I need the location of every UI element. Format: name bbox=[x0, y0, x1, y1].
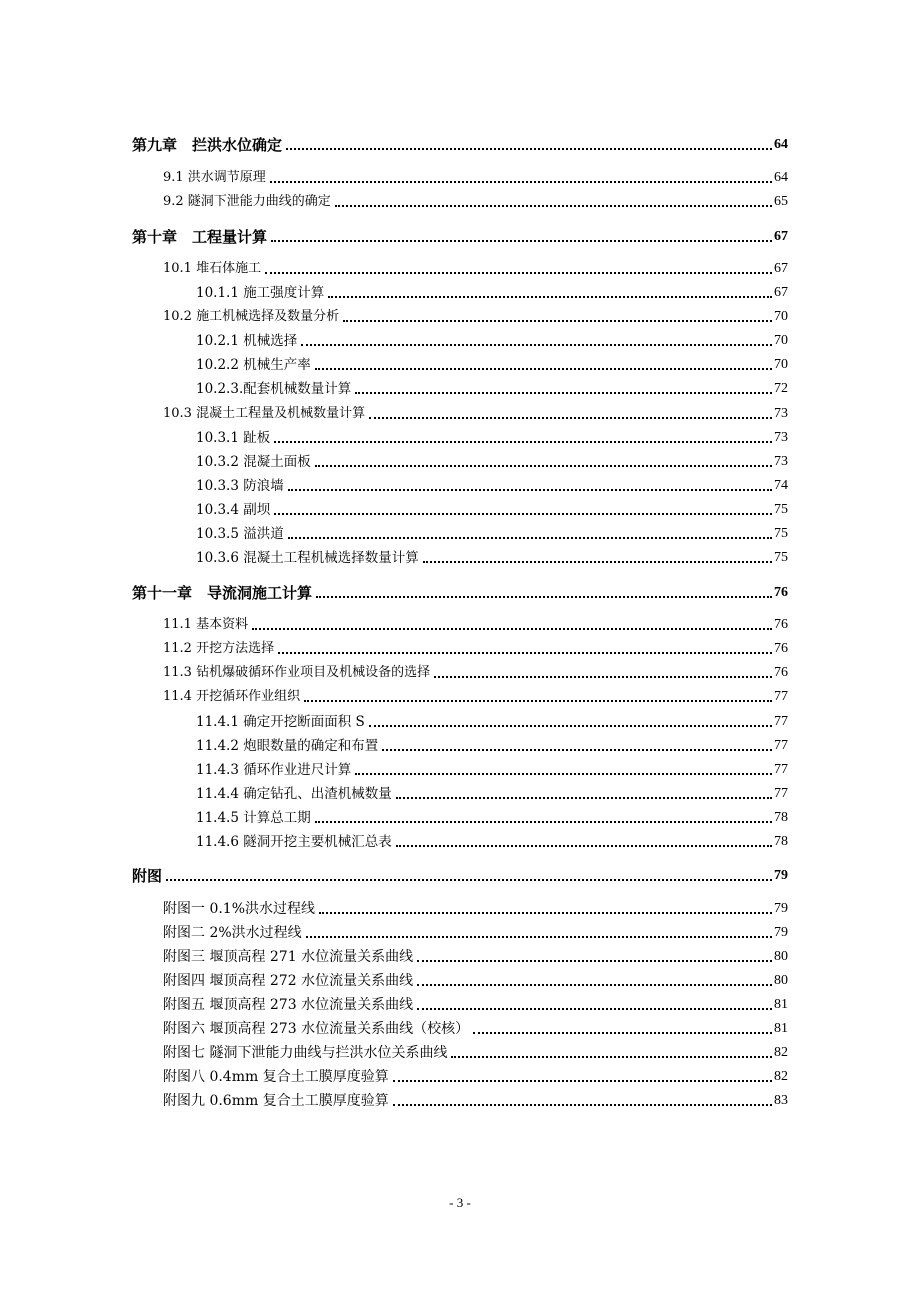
toc-label: 附图六 堰顶高程 273 水位流量关系曲线（校核） bbox=[163, 1021, 470, 1037]
toc-label: 附图 bbox=[132, 867, 163, 885]
toc-page: 76 bbox=[774, 665, 788, 680]
toc-page: 79 bbox=[774, 925, 788, 940]
toc-label: 11.1 基本资料 bbox=[163, 617, 249, 632]
page-number: - 3 - bbox=[449, 1195, 471, 1210]
toc-entry[interactable] bbox=[132, 863, 788, 885]
toc-page: 81 bbox=[774, 997, 788, 1012]
dot-leader bbox=[286, 148, 772, 150]
dot-leader bbox=[396, 845, 772, 847]
toc-label: 11.4.1 确定开挖断面面积 S bbox=[196, 714, 365, 730]
dot-leader bbox=[274, 441, 772, 443]
toc-label: 11.4.3 循环作业进尺计算 bbox=[196, 762, 352, 778]
toc-label: 附图五 堰顶高程 273 水位流量关系曲线 bbox=[163, 997, 414, 1013]
toc-entry[interactable] bbox=[196, 521, 788, 543]
toc-entry[interactable] bbox=[196, 328, 788, 350]
dot-leader bbox=[301, 344, 772, 346]
dot-leader bbox=[355, 392, 772, 394]
toc-page: 77 bbox=[774, 762, 788, 777]
toc-label: 10.3.2 混凝土面板 bbox=[196, 454, 311, 470]
dot-leader bbox=[252, 628, 772, 630]
toc-entry[interactable] bbox=[196, 497, 788, 519]
toc-page: 73 bbox=[774, 406, 788, 421]
toc-page: 67 bbox=[774, 285, 788, 300]
toc-label: 11.4 开挖循环作业组织 bbox=[163, 689, 301, 704]
toc-entry[interactable] bbox=[163, 944, 788, 966]
toc-label: 第十章 工程量计算 bbox=[132, 228, 268, 246]
toc-label: 10.2.1 机械选择 bbox=[196, 333, 298, 349]
toc-entry[interactable] bbox=[163, 636, 788, 658]
toc-entry[interactable] bbox=[132, 224, 788, 246]
toc-entry[interactable] bbox=[163, 256, 788, 278]
toc-page: 72 bbox=[774, 381, 788, 396]
toc-label: 10.3.3 防浪墙 bbox=[196, 478, 284, 494]
toc-page: 64 bbox=[774, 137, 788, 152]
dot-leader bbox=[417, 984, 772, 986]
dot-leader bbox=[393, 1104, 772, 1106]
toc-entry[interactable] bbox=[196, 781, 788, 803]
dot-leader bbox=[315, 465, 772, 467]
dot-leader bbox=[306, 936, 772, 938]
toc-page: 80 bbox=[774, 949, 788, 964]
toc-entry[interactable] bbox=[163, 1040, 788, 1062]
toc-page: 77 bbox=[774, 689, 788, 704]
toc-label: 第九章 拦洪水位确定 bbox=[132, 136, 283, 154]
dot-leader bbox=[270, 181, 772, 183]
toc-label: 10.2 施工机械选择及数量分析 bbox=[163, 309, 340, 324]
toc-page: 73 bbox=[774, 454, 788, 469]
dot-leader bbox=[434, 676, 772, 678]
toc-page: 67 bbox=[774, 229, 788, 244]
dot-leader bbox=[271, 240, 772, 242]
toc-page: 77 bbox=[774, 714, 788, 729]
toc-entry[interactable] bbox=[163, 304, 788, 326]
toc-label: 附图八 0.4mm 复合土工膜厚度验算 bbox=[163, 1069, 389, 1085]
toc-label: 11.3 钻机爆破循环作业项目及机械设备的选择 bbox=[163, 665, 431, 680]
toc-page: 76 bbox=[774, 641, 788, 656]
dot-leader bbox=[315, 368, 772, 370]
toc-page: 79 bbox=[774, 868, 788, 883]
toc-page: 81 bbox=[774, 1021, 788, 1036]
toc-entry[interactable] bbox=[196, 425, 788, 447]
toc-entry[interactable] bbox=[163, 1016, 788, 1038]
toc-label: 附图一 0.1%洪水过程线 bbox=[163, 901, 316, 917]
toc-page: 70 bbox=[774, 333, 788, 348]
toc-label: 附图二 2%洪水过程线 bbox=[163, 925, 302, 941]
toc-label: 10.3 混凝土工程量及机械数量计算 bbox=[163, 406, 366, 421]
toc-entry[interactable] bbox=[132, 580, 788, 602]
toc-label: 10.3.4 副坝 bbox=[196, 502, 271, 518]
toc-label: 11.4.6 隧洞开挖主要机械汇总表 bbox=[196, 834, 392, 850]
dot-leader bbox=[288, 489, 772, 491]
dot-leader bbox=[382, 749, 772, 751]
toc-page: 67 bbox=[774, 261, 788, 276]
dot-leader bbox=[316, 596, 772, 598]
toc-page: 80 bbox=[774, 973, 788, 988]
toc-entry[interactable] bbox=[196, 757, 788, 779]
toc-entry[interactable] bbox=[196, 449, 788, 471]
toc-page: 82 bbox=[774, 1045, 788, 1060]
dot-leader bbox=[369, 725, 772, 727]
toc-label: 9.1 洪水调节原理 bbox=[163, 170, 266, 185]
dot-leader bbox=[343, 320, 772, 322]
toc-entry[interactable] bbox=[163, 1088, 788, 1110]
toc-page: 76 bbox=[774, 585, 788, 600]
toc-label: 附图七 隧洞下泄能力曲线与拦洪水位关系曲线 bbox=[163, 1045, 448, 1061]
toc-page: 76 bbox=[774, 617, 788, 632]
toc-entry[interactable] bbox=[163, 992, 788, 1014]
toc-label: 10.3.1 趾板 bbox=[196, 430, 271, 446]
toc-label: 11.4.4 确定钻孔、出渣机械数量 bbox=[196, 786, 392, 802]
toc-entry[interactable] bbox=[163, 401, 788, 423]
toc-entry[interactable] bbox=[163, 920, 788, 942]
toc-page: 70 bbox=[774, 309, 788, 324]
toc-label: 10.2.2 机械生产率 bbox=[196, 357, 311, 373]
toc-label: 附图九 0.6mm 复合土工膜厚度验算 bbox=[163, 1093, 389, 1109]
dot-leader bbox=[319, 912, 772, 914]
dot-leader bbox=[355, 773, 772, 775]
toc-entry[interactable] bbox=[163, 1064, 788, 1086]
toc-entry[interactable] bbox=[196, 805, 788, 827]
dot-leader bbox=[328, 296, 772, 298]
toc-page: 77 bbox=[774, 738, 788, 753]
dot-leader bbox=[369, 417, 772, 419]
toc-label: 10.1 堆石体施工 bbox=[163, 261, 262, 276]
toc-label: 11.4.5 计算总工期 bbox=[196, 810, 311, 826]
toc-page: 78 bbox=[774, 834, 788, 849]
dot-leader bbox=[423, 561, 772, 563]
dot-leader bbox=[288, 537, 772, 539]
toc-label: 10.1.1 施工强度计算 bbox=[196, 285, 325, 301]
dot-leader bbox=[335, 205, 772, 207]
toc-label: 第十一章 导流洞施工计算 bbox=[132, 584, 313, 602]
toc-label: 10.2.3.配套机械数量计算 bbox=[196, 381, 352, 397]
dot-leader bbox=[315, 821, 772, 823]
toc-label: 10.3.6 混凝土工程机械选择数量计算 bbox=[196, 550, 419, 566]
toc-page: 75 bbox=[774, 526, 788, 541]
toc-entry[interactable] bbox=[163, 612, 788, 634]
toc-page: 79 bbox=[774, 901, 788, 916]
toc-label: 10.3.5 溢洪道 bbox=[196, 526, 284, 542]
toc-entry[interactable] bbox=[196, 280, 788, 302]
toc-label: 11.2 开挖方法选择 bbox=[163, 641, 275, 656]
toc-entry[interactable] bbox=[163, 165, 788, 187]
toc-label: 9.2 隧洞下泄能力曲线的确定 bbox=[163, 194, 331, 209]
dot-leader bbox=[304, 700, 772, 702]
toc-entry[interactable] bbox=[163, 896, 788, 918]
toc-label: 附图四 堰顶高程 272 水位流量关系曲线 bbox=[163, 973, 414, 989]
dot-leader bbox=[265, 272, 772, 274]
toc-entry[interactable] bbox=[163, 684, 788, 706]
toc-label: 附图三 堰顶高程 271 水位流量关系曲线 bbox=[163, 949, 414, 965]
toc-page: 83 bbox=[774, 1093, 788, 1108]
dot-leader bbox=[473, 1032, 772, 1034]
toc-entry[interactable] bbox=[196, 709, 788, 731]
toc-page: 74 bbox=[774, 478, 788, 493]
toc-page: 64 bbox=[774, 170, 788, 185]
toc-label: 11.4.2 炮眼数量的确定和布置 bbox=[196, 738, 379, 754]
dot-leader bbox=[393, 1080, 772, 1082]
toc-page: 75 bbox=[774, 550, 788, 565]
dot-leader bbox=[417, 960, 772, 962]
toc-entry[interactable] bbox=[196, 733, 788, 755]
dot-leader bbox=[278, 652, 772, 654]
dot-leader bbox=[396, 797, 772, 799]
toc-entry[interactable] bbox=[163, 968, 788, 990]
toc-entry[interactable] bbox=[163, 660, 788, 682]
toc-entry[interactable] bbox=[196, 545, 788, 567]
toc-page: 65 bbox=[774, 194, 788, 209]
toc-page: 78 bbox=[774, 810, 788, 825]
toc-entry[interactable] bbox=[163, 189, 788, 211]
toc-page: 75 bbox=[774, 502, 788, 517]
toc-entry[interactable] bbox=[196, 473, 788, 495]
dot-leader bbox=[417, 1008, 772, 1010]
toc-entry[interactable] bbox=[132, 132, 788, 154]
toc-page: 73 bbox=[774, 430, 788, 445]
toc-entry[interactable] bbox=[196, 829, 788, 851]
toc-page: 70 bbox=[774, 357, 788, 372]
dot-leader bbox=[166, 879, 772, 881]
dot-leader bbox=[451, 1056, 772, 1058]
toc-entry[interactable] bbox=[196, 376, 788, 398]
toc-page: 82 bbox=[774, 1069, 788, 1084]
dot-leader bbox=[274, 513, 772, 515]
toc-page: 77 bbox=[774, 786, 788, 801]
toc-entry[interactable] bbox=[196, 352, 788, 374]
